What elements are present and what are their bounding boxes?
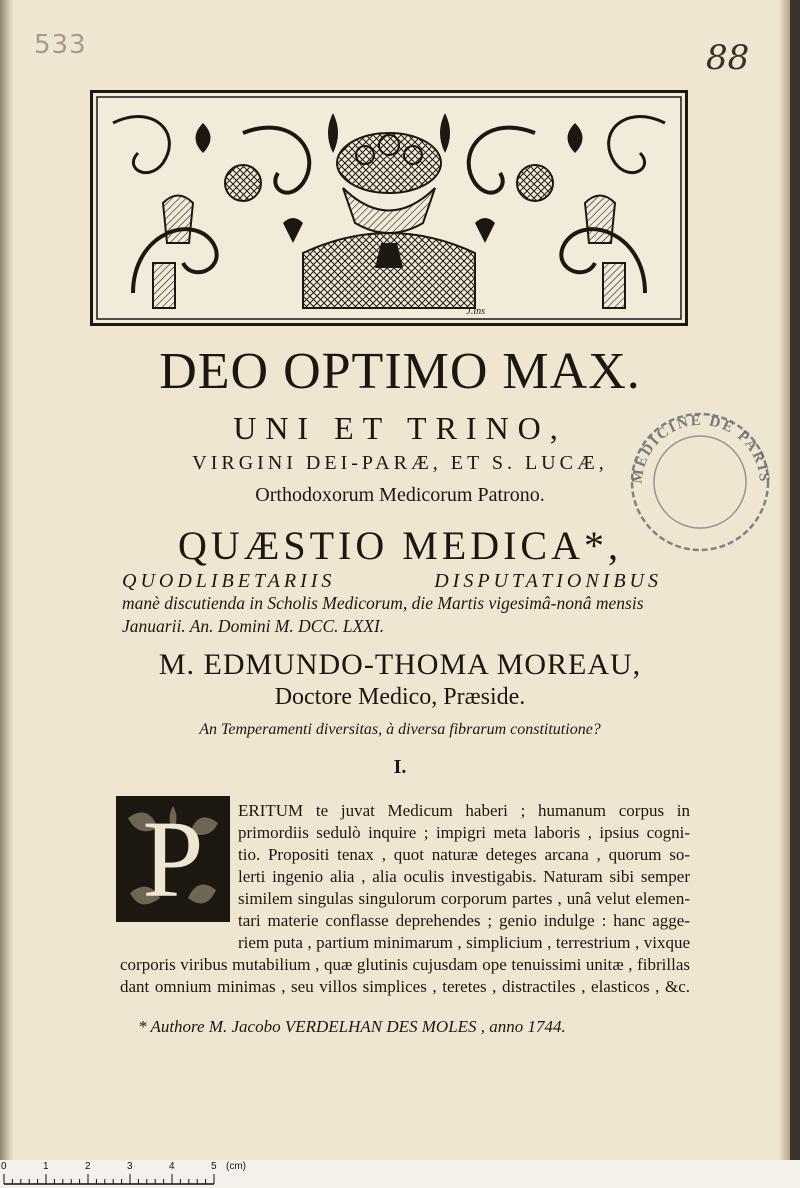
body-line: tari materie conflasse deprehendes ; genio indulge : hanc agge- xyxy=(238,911,690,930)
shelfmark: 533 xyxy=(34,30,87,60)
section-number: I. xyxy=(393,756,407,778)
scale-ruler xyxy=(0,1160,800,1188)
decorated-initial xyxy=(116,796,230,922)
scale-label: 5 xyxy=(211,1161,217,1172)
page-right-edge xyxy=(778,0,790,1160)
scale-label: 2 xyxy=(85,1161,91,1172)
svg-text:MEDICINE DE PARIS xyxy=(630,413,772,485)
footnote: * Authore M. Jacobo VERDELHAN DES MOLES , anno 1744. xyxy=(138,1017,566,1036)
body-line: riem puta , partium minimarum , simplicium , terrestrium , vixque xyxy=(238,933,690,952)
disputation-date-line-2: Januarii. An. Domini M. DCC. LXXI. xyxy=(122,616,385,636)
body-line: lerti ingenio alia , alia oculis investigabis. Naturam sibi semper xyxy=(238,867,690,886)
dedication-line-1: DEO OPTIMO MAX. xyxy=(159,343,641,400)
praeses-title: Doctore Medico, Præside. xyxy=(274,684,526,710)
question-text: An Temperamenti diversitas, à diversa fibrarum constitutione? xyxy=(199,721,601,738)
headpiece-ornament xyxy=(90,90,688,326)
dedication-line-3: VIRGINI DEI-PARÆ, ET S. LUCÆ, xyxy=(192,452,608,474)
dedication-line-2: UNI ET TRINO, xyxy=(233,410,567,446)
body-line: tio. Propositi tenax , quot naturæ deteges arcana , quorum so- xyxy=(238,845,690,864)
disputation-line: QUODLIBETARIIS DISPUTATIONIBUS xyxy=(122,570,662,592)
page-gutter xyxy=(0,0,14,1160)
dedication-line-4: Orthodoxorum Medicorum Patrono. xyxy=(255,484,545,506)
ornament-signature: J.ins xyxy=(466,306,485,317)
library-stamp xyxy=(622,404,772,554)
body-line: primordiis sedulò inquire ; impigri meta laboris , ipsius cogni- xyxy=(238,823,690,842)
stamp-text: MEDICINE DE PARIS xyxy=(629,412,772,485)
disputation-date-line-1: manè discutienda in Scholis Medicorum, die Martis vigesimâ-nonâ mensis xyxy=(122,593,644,613)
ornament-engraving xyxy=(93,93,685,323)
body-line: corporis viribus mutabilium , quæ glutinis cujusdam ope tenuissimi unitæ , fibrillas xyxy=(120,955,690,974)
scale-label: 4 xyxy=(169,1161,175,1172)
scale-label: 1 xyxy=(43,1161,49,1172)
praeses-name: M. EDMUNDO-THOMA MOREAU, xyxy=(158,648,642,681)
folio-number: 88 xyxy=(706,38,750,78)
scale-unit-label: (cm) xyxy=(226,1161,246,1172)
scale-label: 0 xyxy=(1,1161,7,1172)
scale-label: 3 xyxy=(127,1161,133,1172)
scale-bar xyxy=(0,1160,800,1188)
body-line: ERITUM te juvat Medicum haberi ; humanum corpus in xyxy=(238,801,690,820)
quaestio-title: QUÆSTIO MEDICA*, xyxy=(178,523,622,568)
body-line: similem singulas singulorum corporum partes , unâ velut elemen- xyxy=(238,889,690,908)
body-line: dant omnium minimas , seu villos simplices , teretes , distractiles , elasticos , &c. xyxy=(120,977,690,996)
initial-letter: P xyxy=(142,798,204,920)
